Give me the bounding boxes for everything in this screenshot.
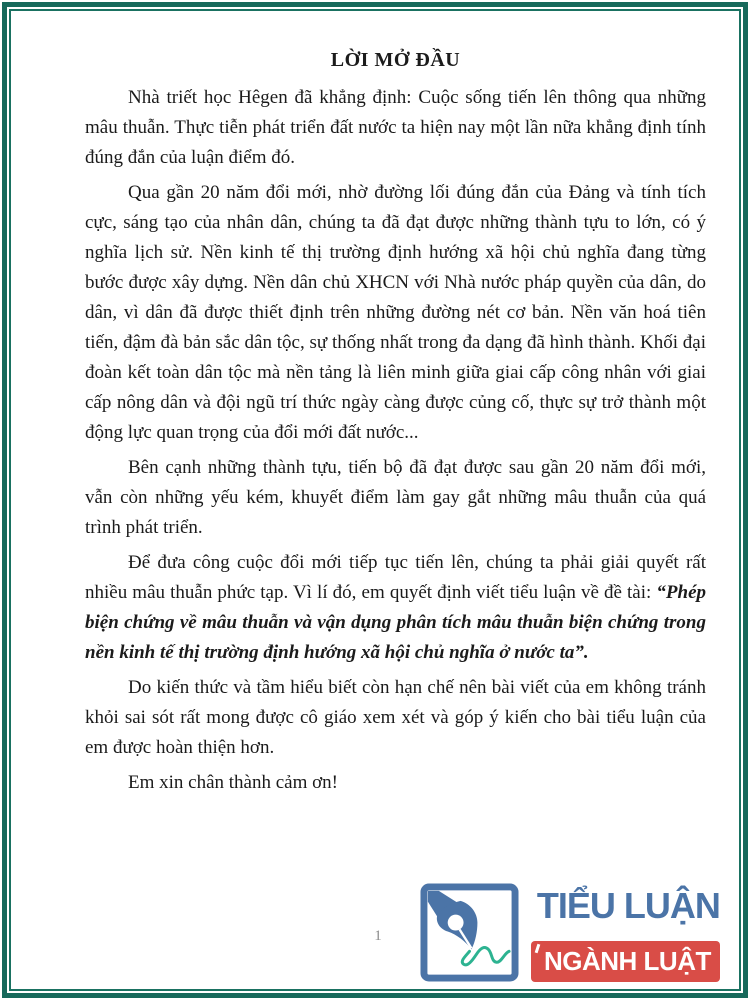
- paragraph-4-lead: Để đưa công cuộc đổi mới tiếp tục tiến lên, chúng ta phải giải quyết rất nhiều mâu thuẫn phức tạp. Vì lí đó, em quyết định viết tiểu luận về đề tài:: [85, 552, 706, 603]
- paragraph-5: Do kiến thức và tầm hiểu biết còn hạn chế nên bài viết của em không tránh khỏi sai sót rất mong được cô giáo xem xét và góp ý kiến cho bài tiểu luận của em được hoàn thiện hơn.: [85, 677, 706, 758]
- pen-nib-icon: [420, 883, 519, 982]
- document-body: [85, 47, 706, 803]
- logo-wordmark: [531, 883, 720, 982]
- paragraph-3: Bên cạnh những thành tựu, tiến bộ đã đạt được sau gần 20 năm đổi mới, vẫn còn những yếu kém, khuyết điểm làm gay gắt những mâu thuẫn của quá trình phát triển.: [85, 457, 706, 538]
- paragraph-2: Qua gần 20 năm đổi mới, nhờ đường lối đúng đắn của Đảng và tính tích cực, sáng tạo của nhân dân, chúng ta đã đạt được những thành tựu to lớn, có ý nghĩa lịch sử. Nền kinh tế thị trường định hướng xã hội chủ nghĩa đang từng bước được xây dựng. Nền dân chủ XHCN với Nhà nước pháp quyền của dân, do dân, vì dân đã được thiết định trên những đường nét cơ bản. Nền văn hoá tiên tiến, đậm đà bản sắc dân tộc, sự thống nhất trong đa dạng đã hình thành. Khối đại đoàn kết toàn dân tộc mà nền tảng là liên minh giữa giai cấp công nhân với giai cấp nông dân và đội ngũ trí thức ngày càng được củng cố, thực sự trở thành một động lực quan trọng của đổi mới đất nước...: [85, 182, 706, 443]
- logo-subtitle-badge: NGÀNH LUẬT: [531, 941, 720, 982]
- logo-title: TIỂU LUẬN: [536, 885, 720, 926]
- tieu-luan-logo: [420, 883, 720, 982]
- document-title: LỜI MỞ ĐẦU: [330, 49, 461, 71]
- page-number: 1: [374, 928, 382, 944]
- paragraph-6: Em xin chân thành cảm ơn!: [128, 772, 339, 793]
- paragraph-4: [85, 548, 706, 668]
- paragraph-4-thesis-title: “Phép biện chứng về mâu thuẫn và vận dụng phân tích mâu thuẫn biện chứng trong nền kinh tế thị trường định hướng xã hội chủ nghĩa ở nước ta”.: [85, 582, 706, 663]
- paragraph-1: Nhà triết học Hêgen đã khẳng định: Cuộc sống tiến lên thông qua những mâu thuẫn. Thực tiễn phát triển đất nước ta hiện nay một lần nữa khẳng định tính đúng đắn của luận điểm đó.: [85, 87, 706, 168]
